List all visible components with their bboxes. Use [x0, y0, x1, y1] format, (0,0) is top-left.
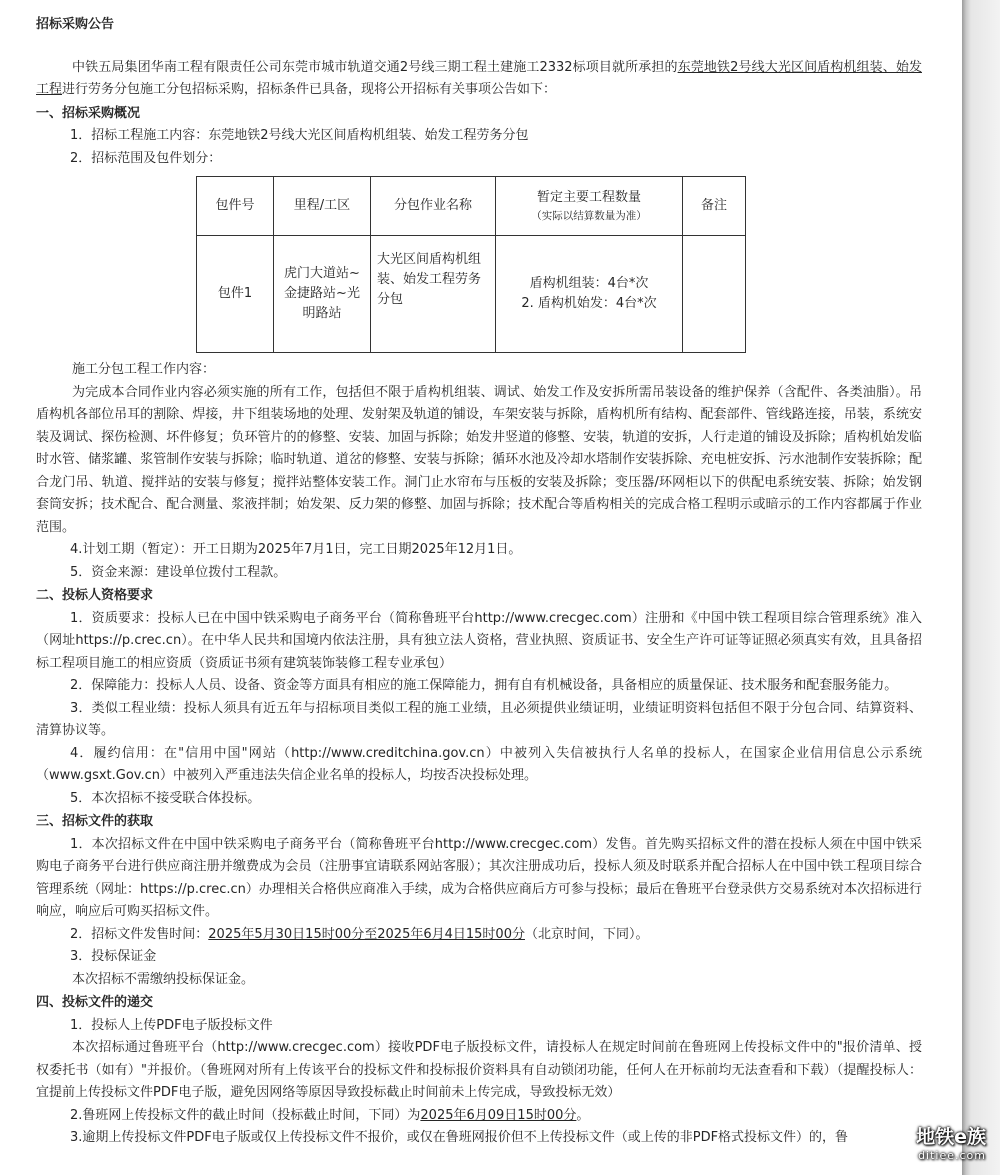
s1-item-1: 1．招标工程施工内容：东莞地铁2号线大光区间盾构机组装、始发工程劳务分包: [70, 128, 529, 143]
section-2-heading: 二、投标人资格要求: [36, 588, 154, 603]
cell-work-name: [371, 236, 496, 353]
s2-item-3: 3．类似工程业绩：投标人须具有近五年与招标项目类似工程的施工业绩，且必须提供业绩证明，业绩证明资料包括但不限于分包合同、结算资料、清算协议等。: [36, 700, 922, 738]
s3-item-2-suffix: （北京时间，下同）。: [524, 926, 649, 942]
intro-project-name: 东莞地铁2号线大光区间盾构机组装、始发工程: [36, 59, 922, 97]
package-table-header: [197, 177, 746, 236]
package-table: [196, 176, 746, 353]
s1-item-4: 4.计划工期（暂定）：开工日期为2025年7月1日，完工日期2025年12月1日。: [70, 542, 522, 557]
s3-item-1: 1．本次招标文件在中国中铁采购电子商务平台（简称鲁班平台http://www.crecgec.com）发售。首先购买招标文件的潜在投标人须在中国中铁采购电子商务平台进行供应商注册并缴费成为会员（注册事宜请联系网站客服）；其次注册成功后，投标人须及时联系并配合招标人在中国中铁工程项目综合管理系统（网址：https://p.crec.cn）办理相关合格供应商准入手续，成为合格供应商后方可参与投标；最后在鲁班平台登录供方交易系统对本次招标进行响应，响应后可购买招标文件。: [36, 836, 922, 919]
intro-text-after: 进行劳务分包施工分包招标采购，招标条件已具备，现将公开招标有关事项公告如下：: [62, 82, 557, 97]
s3-item-2-prefix: 2．招标文件发售时间：: [70, 926, 209, 942]
s1-content-text: 为完成本合同作业内容必须实施的所有工作，包括但不限于盾构机组装、调试、始发工作及安拆所需吊装设备的维护保养（含配件、各类油脂）。吊盾构机各部位吊耳的割除、焊接，井下组装场地的处理、发射架及轨道的铺设，车架安装与拆除，盾构机所有结构、配套部件、管线路连接，吊装，系统安装及调试、探伤检测、坏件修复；负环管片的的修整、安装、加固与拆除；始发井竖道的修整、安装，轨道的安拆，人行走道的铺设及拆除；盾构机始发临时水管、储浆罐、浆管制作安装与拆除；临时轨道、道岔的修整、安装与拆除；循环水池及冷却水塔制作安装拆除、充电桩安拆、污水池制作安装拆除；配合龙门吊、轨道、搅拌站的安装与修复；搅拌站整体安装工作。洞门止水帘布与压板的安装及拆除；变压器/环网柜以下的供配电系统安装、拆除；始发钢套筒安拆；技术配合、配合测量、浆液拌制；始发架、反力架的修整、加固与拆除；技术配合等盾构相关的完成合格工程明示或暗示的工作内容都属于作业范围。: [36, 384, 922, 535]
mileage-line-1: 虎门大道站~: [284, 266, 360, 281]
mileage-line-2: 金捷路站~光: [284, 286, 360, 301]
s2-item-4: 4．履约信用：在"信用中国"网站（http://www.creditchina.gov.cn）中被列入失信被执行人名单的投标人，在国家企业信用信息公示系统（www.gsxt.Gov.cn）中被列入严重违法失信企业名单的投标人，均按否决投标处理。: [36, 745, 922, 783]
s4-item-2-suffix: 。: [576, 1107, 590, 1123]
header-mileage: 里程/工区: [274, 177, 371, 236]
header-remark: 备注: [683, 177, 746, 236]
cell-remark: [683, 236, 746, 353]
s2-item-2: 2．保障能力：投标人人员、设备、资金等方面具有相应的施工保障能力，拥有自有机械设备，具备相应的质量保证、技术服务和配套服务能力。: [70, 678, 898, 693]
s2-item-5: 5．本次招标不接受联合体投标。: [70, 790, 261, 806]
page-edge-shadow: [962, 0, 1000, 1175]
work-line-3: 分包: [377, 292, 404, 307]
s4-item-1: 1．投标人上传PDF电子版投标文件: [70, 1017, 273, 1033]
header-package-no: 包件号: [197, 177, 274, 236]
s2-item-1: 1．资质要求：投标人已在中国中铁采购电子商务平台（简称鲁班平台http://www.crecgec.com）注册和《中国中铁工程项目综合管理系统》准入（网址https://p.crec.cn）。在中华人民共和国境内依法注册，具有独立法人资格，营业执照、资质证书、安全生产许可证等证照必须真实有效，且具备招标工程项目施工的相应资质（资质证书须有建筑装饰装修工程专业承包）: [36, 610, 922, 671]
cell-package-no: 包件1: [197, 236, 274, 353]
site-watermark: [878, 1125, 986, 1169]
header-work-name: 分包作业名称: [371, 177, 496, 236]
quantity-line-2: 2. 盾构机始发：4台*次: [521, 296, 657, 311]
mileage-line-3: 明路站: [302, 306, 342, 321]
s4-item-2: [36, 1105, 922, 1128]
header-quantity-note: （实际以结算数量为准）: [531, 210, 647, 222]
work-line-1: 大光区间盾构机组: [377, 252, 482, 267]
watermark-main: 地铁e族: [916, 1126, 986, 1148]
quantity-line-1: 盾构机组装：4台*次: [529, 276, 649, 291]
s1-item-5: 5．资金来源：建设单位拨付工程款。: [70, 564, 287, 580]
sale-period: 2025年5月30日15时00分至2025年6月4日15时00分: [208, 926, 525, 942]
header-quantity: [496, 177, 683, 236]
intro-paragraph: [36, 57, 922, 102]
section-4-heading: 四、投标文件的递交: [36, 995, 154, 1010]
document-title: 招标采购公告: [36, 17, 115, 32]
s4-item-2-prefix: 2.鲁班网上传投标文件的截止时间（投标截止时间，下同）为: [70, 1107, 421, 1123]
watermark-sub: ditiee.com: [918, 1149, 986, 1162]
s4-item-3: 3.逾期上传投标文件PDF电子版或仅上传投标文件不报价，或仅在鲁班网报价但不上传投标文件（或上传的非PDF格式投标文件）的，鲁: [70, 1130, 849, 1145]
cell-quantity: [496, 236, 683, 353]
section-3-heading: 三、招标文件的获取: [36, 814, 154, 829]
s3-item-3: 3．投标保证金: [70, 949, 157, 964]
section-1-heading: 一、招标采购概况: [36, 105, 141, 121]
s1-content-label: 施工分包工程工作内容：: [72, 362, 216, 377]
intro-text-before: 中铁五局集团华南工程有限责任公司东莞市城市轨道交通2号线三期工程土建施工2332标项目就所承担的: [72, 59, 678, 75]
s4-item-1-text: 本次招标通过鲁班平台（http://www.crecgec.com）接收PDF电子版投标文件，请投标人在规定时间前在鲁班网上传投标文件中的"报价清单、授权委托书（如有）"并报价。（鲁班网对所有上传该平台的投标文件和投标报价资料具有自动锁闭功能，任何人在开标前均无法查看和下载）（提醒投标人：宜提前上传投标文件PDF电子版，避免因网络等原因导致投标截止时间前未上传完成，导致投标无效）: [36, 1040, 922, 1100]
s3-item-3-text: 本次招标不需缴纳投标保证金。: [72, 971, 255, 987]
s1-item-2: 2．招标范围及包件划分：: [70, 150, 222, 166]
work-line-2: 装、始发工程劳务: [377, 272, 482, 287]
table-row: [197, 236, 746, 353]
bid-deadline: 2025年6月09日15时00分: [420, 1107, 577, 1123]
cell-mileage: [274, 236, 371, 353]
s3-item-2: [36, 924, 922, 947]
header-quantity-label: 暂定主要工程数量: [536, 190, 641, 205]
